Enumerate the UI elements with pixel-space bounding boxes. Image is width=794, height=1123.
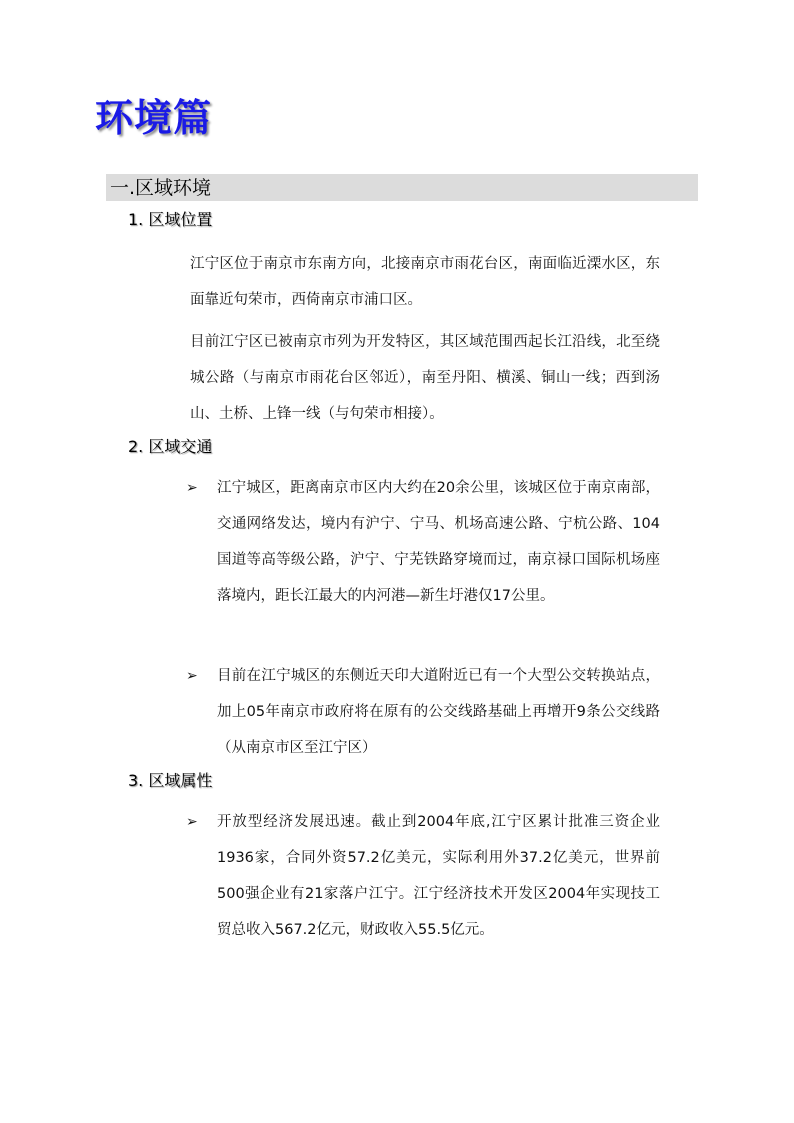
attributes-bullet-text: 开放型经济发展迅速。截止到2004年底,江宁区累计批准三资企业1936家，合同外资57.2亿美元，实际利用外37.2亿美元，世界前500强企业有21家落户江宁。江宁经济技术开发区2004年实现技工贸总收入567.2亿元，财政收入55.5亿元。 bbox=[217, 814, 660, 938]
subsection-heading-transport: 2. 区域交通 bbox=[128, 437, 213, 456]
location-paragraph: 江宁区位于南京市东南方向，北接南京市雨花台区，南面临近溧水区，东面靠近句荣市，西倚南京市浦口区。 bbox=[190, 256, 660, 308]
location-paragraph: 目前江宁区已被南京市列为开发特区，其区域范围西起长江沿线，北至绕城公路（与南京市雨花台区邻近），南至丹阳、横溪、铜山一线；西到汤山、土桥、上锋一线（与句荣市相接）。 bbox=[190, 334, 660, 422]
page-title: 环境篇 bbox=[95, 96, 213, 140]
section-title: 一.区域环境 bbox=[110, 177, 212, 199]
subsection-heading-location: 1. 区域位置 bbox=[128, 210, 213, 229]
transport-bullet-text: 江宁城区，距离南京市区内大约在20余公里，该城区位于南京南部，交通网络发达，境内有沪宁、宁马、机场高速公路、宁杭公路、104国道等高等级公路，沪宁、宁芜铁路穿境而过，南京禄口国际机场座落境内，距长江最大的内河港—新生圩港仅17公里。 bbox=[217, 480, 660, 604]
transport-bullet-text: 目前在江宁城区的东侧近天印大道附近已有一个大型公交转换站点，加上05年南京市政府将在原有的公交线路基础上再增开9条公交线路（从南京市区至江宁区） bbox=[217, 668, 660, 756]
bullet-arrow-icon: ➢ bbox=[186, 668, 198, 684]
bullet-arrow-icon: ➢ bbox=[186, 814, 198, 830]
subsection-heading-attributes: 3. 区域属性 bbox=[128, 771, 213, 790]
bullet-arrow-icon: ➢ bbox=[186, 480, 198, 496]
